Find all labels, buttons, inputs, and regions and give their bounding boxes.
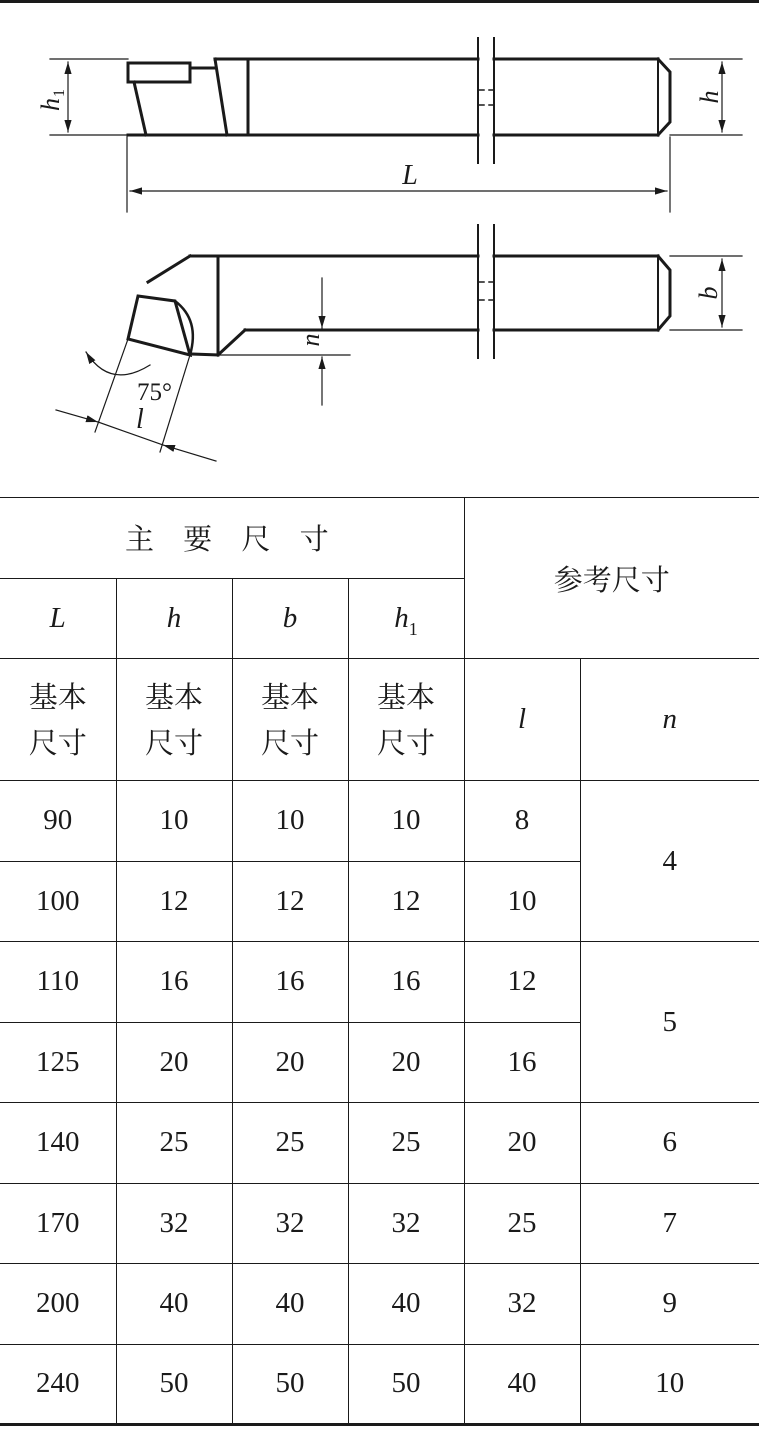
label-L: L: [402, 160, 418, 191]
cell-L: 90: [0, 781, 116, 862]
label-l: l: [136, 404, 144, 435]
table-row: [0, 1103, 759, 1184]
header-h1-subscript: 1: [408, 618, 418, 639]
cell-h1: 20: [348, 1022, 464, 1103]
table-row: [0, 1264, 759, 1345]
cell-L: 125: [0, 1022, 116, 1103]
cell-h: 20: [116, 1022, 232, 1103]
cell-h1: 25: [348, 1103, 464, 1184]
cell-n: 7: [580, 1183, 759, 1264]
cell-h1: 50: [348, 1344, 464, 1425]
header-h1-symbol: h: [394, 601, 409, 634]
cell-h: 32: [116, 1183, 232, 1264]
cell-L: 200: [0, 1264, 116, 1345]
cell-h1: 16: [348, 942, 464, 1023]
tool-drawing-svg: [0, 0, 759, 497]
basic-size-h1: 基本 尺寸: [348, 659, 464, 781]
table-row: [0, 1183, 759, 1264]
cell-l: 32: [464, 1264, 580, 1345]
cell-h1: 12: [348, 861, 464, 942]
header-main-dimensions: 主 要 尺 寸: [0, 498, 464, 579]
header-reference-dimensions: 参考尺寸: [464, 498, 759, 659]
cell-n: 4: [580, 781, 759, 942]
dimension-table: [0, 497, 759, 1426]
cell-l: 12: [464, 942, 580, 1023]
cell-l: 16: [464, 1022, 580, 1103]
basic-size-L: 基本 尺寸: [0, 659, 116, 781]
table-row: [0, 942, 759, 1023]
cell-h: 10: [116, 781, 232, 862]
cell-n: 6: [580, 1103, 759, 1184]
label-h: h: [695, 90, 724, 104]
header-row-basic: [0, 659, 759, 781]
cell-l: 40: [464, 1344, 580, 1425]
cell-n: 9: [580, 1264, 759, 1345]
cell-l: 20: [464, 1103, 580, 1184]
header-b: b: [232, 578, 348, 659]
header-L: L: [0, 578, 116, 659]
header-h1: [348, 578, 464, 659]
cell-h: 25: [116, 1103, 232, 1184]
cell-h1: 40: [348, 1264, 464, 1345]
cell-b: 32: [232, 1183, 348, 1264]
header-l: l: [464, 659, 580, 781]
cell-b: 20: [232, 1022, 348, 1103]
table-row: [0, 781, 759, 862]
label-n: n: [296, 333, 325, 347]
cell-h1: 10: [348, 781, 464, 862]
side-view: [50, 38, 742, 212]
header-n: n: [580, 659, 759, 781]
cell-h: 16: [116, 942, 232, 1023]
cell-b: 50: [232, 1344, 348, 1425]
cell-l: 10: [464, 861, 580, 942]
header-h: h: [116, 578, 232, 659]
label-h1: h1: [36, 89, 68, 111]
cell-n: 10: [580, 1344, 759, 1425]
cell-h1: 32: [348, 1183, 464, 1264]
cell-b: 10: [232, 781, 348, 862]
label-angle: 75°: [137, 379, 172, 406]
cell-L: 110: [0, 942, 116, 1023]
basic-size-h: 基本 尺寸: [116, 659, 232, 781]
table-row: [0, 1344, 759, 1425]
basic-size-b: 基本 尺寸: [232, 659, 348, 781]
cell-L: 100: [0, 861, 116, 942]
cell-l: 25: [464, 1183, 580, 1264]
cell-n: 5: [580, 942, 759, 1103]
cell-l: 8: [464, 781, 580, 862]
label-b: b: [694, 286, 723, 300]
cell-b: 12: [232, 861, 348, 942]
plan-view: [56, 225, 742, 461]
cell-b: 40: [232, 1264, 348, 1345]
cell-L: 170: [0, 1183, 116, 1264]
cell-h: 50: [116, 1344, 232, 1425]
tool-drawing: [0, 0, 759, 497]
cell-b: 16: [232, 942, 348, 1023]
cell-L: 240: [0, 1344, 116, 1425]
cell-b: 25: [232, 1103, 348, 1184]
cell-L: 140: [0, 1103, 116, 1184]
cell-h: 40: [116, 1264, 232, 1345]
header-row-1: [0, 498, 759, 579]
cell-h: 12: [116, 861, 232, 942]
